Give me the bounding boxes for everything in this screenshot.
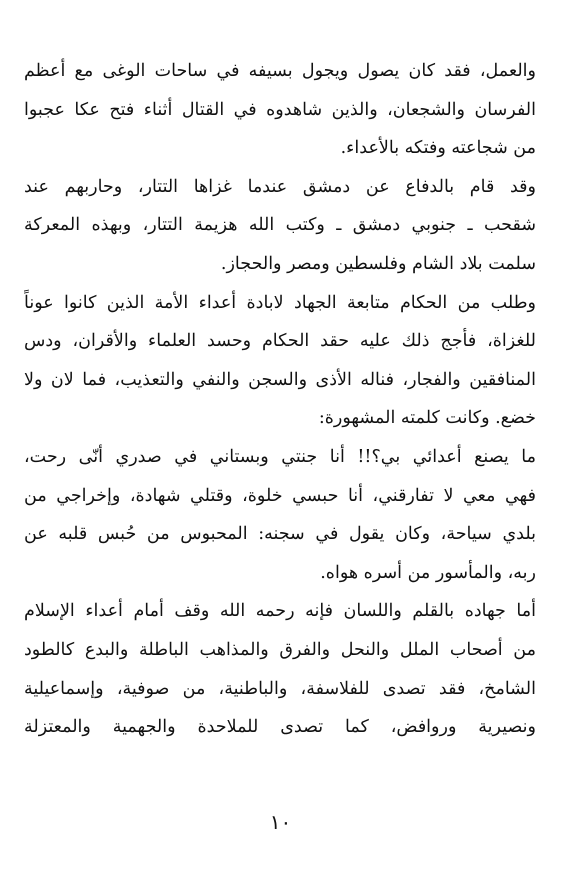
text-line: الشامخ، فقد تصدى للفلاسفة، والباطنية، من صوفية، وإسماعيلية — [24, 678, 536, 699]
text-line: والعمل، فقد كان يصول ويجول بسيفه في ساحات الوغى مع أعظم — [24, 61, 536, 81]
text-line: ونصيرية وروافض، كما تصدى للملاحدة والجهمية والمعتزلة — [24, 717, 536, 738]
text-line: وطلب من الحكام متابعة الجهاد لابادة أعداء الأمة الذين كانوا عوناً — [24, 292, 536, 313]
text-line: خضع. وكانت كلمته المشهورة: — [318, 408, 536, 429]
body-text — [24, 52, 536, 747]
text-line: سلمت بلاد الشام وفلسطين ومصر والحجاز. — [220, 253, 536, 274]
text-line: ما يصنع أعدائي بي؟!! أنا جنتي وبستاني في صدري أنّى رحت، — [24, 446, 536, 467]
text-line: بلدي سياحة، وكان يقول في سجنه: المحبوس من حُبس قلبه عن — [24, 524, 536, 545]
text-line: فهي معي لا تفارقني، أنا حبسي خلوة، وقتلي شهادة، وإخراجي من — [24, 485, 536, 506]
text-line: المنافقين والفجار، فناله الأذى والسجن والنفي والتعذيب، فما لان ولا — [24, 369, 536, 390]
page-number: ١٠ — [269, 810, 292, 834]
text-line: الفرسان والشجعان، والذين شاهدوه في القتال أثناء فتح عكا عجبوا — [24, 99, 536, 120]
text-line: للغزاة، فأجج ذلك عليه حقد الحكام وحسد العلماء والأقران، ودس — [24, 331, 536, 352]
text-line: ربه، والمأسور من أسره هواه. — [320, 562, 536, 583]
text-line: أما جهاده بالقلم واللسان فإنه رحمه الله وقف أمام أعداء الإسلام — [24, 601, 536, 622]
text-line: وقد قام بالدفاع عن دمشق عندما غزاها التتار، وحاربهم عند — [24, 176, 536, 197]
text-line: من أصحاب الملل والنحل والفرق والمذاهب الباطلة والبدع كالطود — [24, 639, 536, 660]
text-line: من شجاعته وفتكه بالأعداء. — [340, 138, 536, 159]
text-line: شقحب ـ جنوبي دمشق ـ وكتب الله هزيمة التتار، وبهذه المعركة — [24, 215, 536, 236]
